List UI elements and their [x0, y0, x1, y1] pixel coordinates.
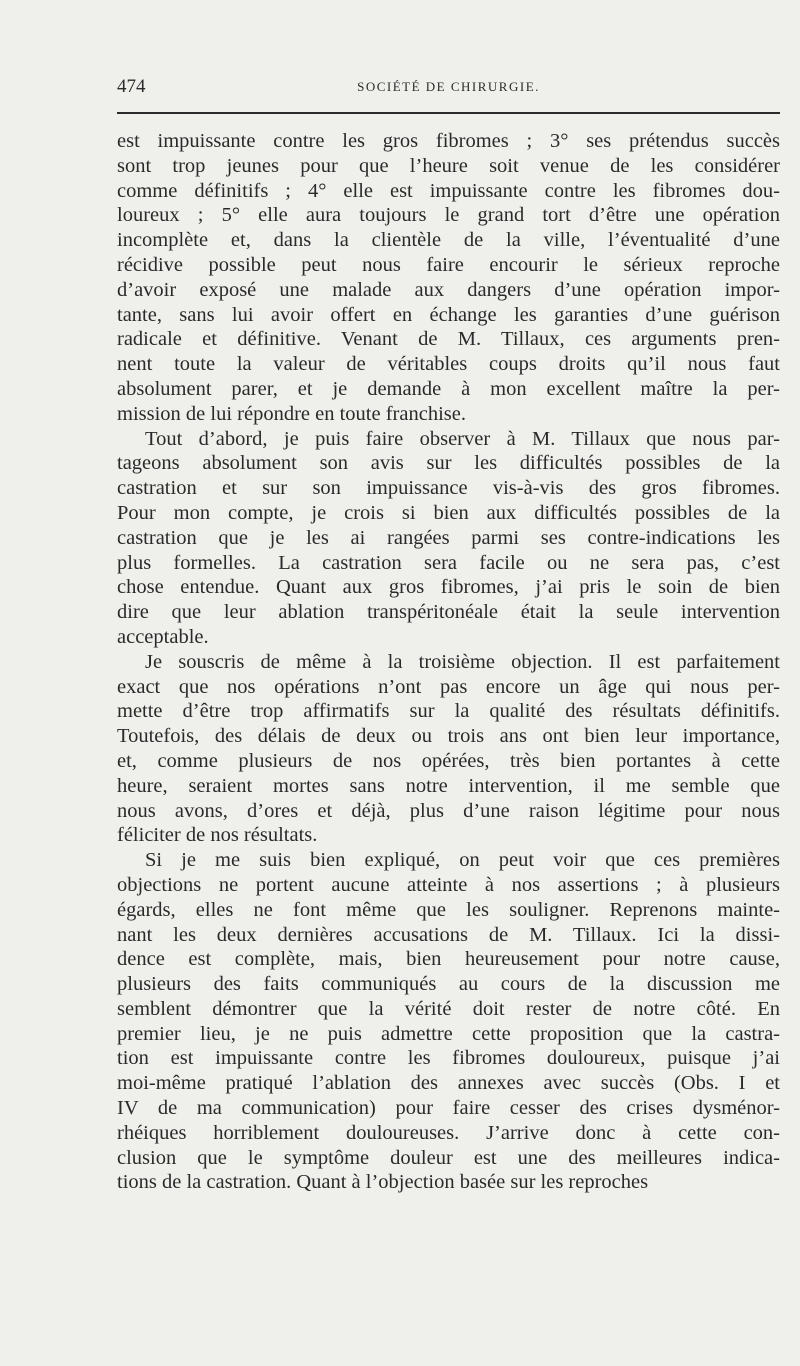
text-line: heure, seraient mortes sans notre intervention, il me semble que	[117, 774, 780, 797]
paragraph	[117, 129, 780, 427]
text-line: loureux ; 5° elle aura toujours le grand tort d’être une opération	[117, 204, 780, 227]
running-title: SOCIÉTÉ DE CHIRURGIE.	[357, 79, 540, 94]
text-line: nent toute la valeur de véritables coups droits qu’il nous faut	[117, 353, 780, 376]
header-rule	[117, 112, 780, 114]
text-line: incomplète et, dans la clientèle de la ville, l’éventualité d’une	[117, 229, 780, 252]
text-line: chose entendue. Quant aux gros fibromes, j’ai pris le soin de bien	[117, 576, 780, 599]
text-line: sont trop jeunes pour que l’heure soit venue de les considérer	[117, 154, 780, 177]
text-line: exact que nos opérations n’ont pas encore un âge qui nous per-	[117, 675, 780, 698]
text-line: castration que je les ai rangées parmi ses contre-indications les	[117, 526, 780, 549]
text-line: récidive possible peut nous faire encourir le sérieux reproche	[117, 253, 780, 276]
text-line: radicale et définitive. Venant de M. Tillaux, ces arguments pren-	[117, 328, 780, 351]
text-line: est impuissante contre les gros fibromes ; 3° ses prétendus succès	[117, 130, 780, 152]
text-line: castration et sur son impuissance vis-à-vis des gros fibromes.	[117, 477, 780, 500]
text-line: et, comme plusieurs de nos opérées, très bien portantes à cette	[117, 749, 780, 772]
text-line: Tout d’abord, je puis faire observer à M. Tillaux que nous par-	[145, 427, 780, 450]
text-line: tageons absolument son avis sur les difficultés possibles de la	[117, 452, 780, 475]
text-line: Pour mon compte, je crois si bien aux difficultés possibles de la	[117, 501, 780, 524]
text-line: Si je me suis bien expliqué, on peut voir que ces premières	[145, 849, 780, 872]
text-line: rhéiques horriblement douloureuses. J’arrive donc à cette con-	[117, 1121, 780, 1144]
page-number: 474	[117, 76, 146, 97]
page-header	[117, 76, 780, 100]
text-line: égards, elles ne font même que les souligner. Reprenons mainte-	[117, 898, 780, 921]
text-line: IV de ma communication) pour faire cesser des crises dysménor-	[117, 1097, 780, 1120]
text-line: nous avons, d’ores et déjà, plus d’une raison légitime pour nous	[117, 799, 780, 822]
text-line: tion est impuissante contre les fibromes douloureux, puisque j’ai	[117, 1047, 780, 1070]
text-line: mette d’être trop affirmatifs sur la qualité des résultats définitifs.	[117, 700, 780, 723]
text-line: dire que leur ablation transpéritonéale était la seule intervention	[117, 601, 780, 624]
text-line: nant les deux dernières accusations de M. Tillaux. Ici la dissi-	[117, 923, 780, 946]
text-line: objections ne portent aucune atteinte à nos assertions ; à plusieurs	[117, 873, 780, 896]
paragraph	[117, 848, 780, 1195]
text-line: clusion que le symptôme douleur est une des meilleures indica-	[117, 1146, 780, 1169]
paragraph	[117, 427, 780, 650]
text-line: féliciter de nos résultats.	[117, 824, 318, 847]
text-line: tions de la castration. Quant à l’objection basée sur les reproches	[117, 1171, 649, 1194]
text-line: mission de lui répondre en toute franchise.	[117, 402, 466, 425]
text-line: moi-même pratiqué l’ablation des annexes avec succès (Obs. I et	[117, 1072, 780, 1095]
text-line: comme définitifs ; 4° elle est impuissante contre les fibromes dou-	[117, 179, 780, 202]
text-line: d’avoir exposé une malade aux dangers d’une opération impor-	[117, 278, 780, 301]
text-line: absolument parer, et je demande à mon excellent maître la per-	[117, 377, 780, 400]
text-line: tante, sans lui avoir offert en échange les garanties d’une guérison	[117, 303, 780, 326]
text-line: premier lieu, je ne puis admettre cette proposition que la castra-	[117, 1022, 780, 1045]
text-line: Je souscris de même à la troisième objection. Il est parfaitement	[145, 650, 780, 673]
text-line: dence est complète, mais, bien heureusement pour notre cause,	[117, 948, 780, 971]
text-line: plus formelles. La castration sera facile ou ne sera pas, c’est	[117, 551, 780, 574]
text-line: plusieurs des faits communiqués au cours de la discussion me	[117, 973, 780, 996]
paragraph	[117, 650, 780, 848]
text-line: Toutefois, des délais de deux ou trois ans ont bien leur importance,	[117, 725, 780, 748]
page-body	[117, 129, 780, 1195]
text-line: semblent démontrer que la vérité doit rester de notre côté. En	[117, 997, 780, 1020]
text-line: acceptable.	[117, 625, 209, 648]
